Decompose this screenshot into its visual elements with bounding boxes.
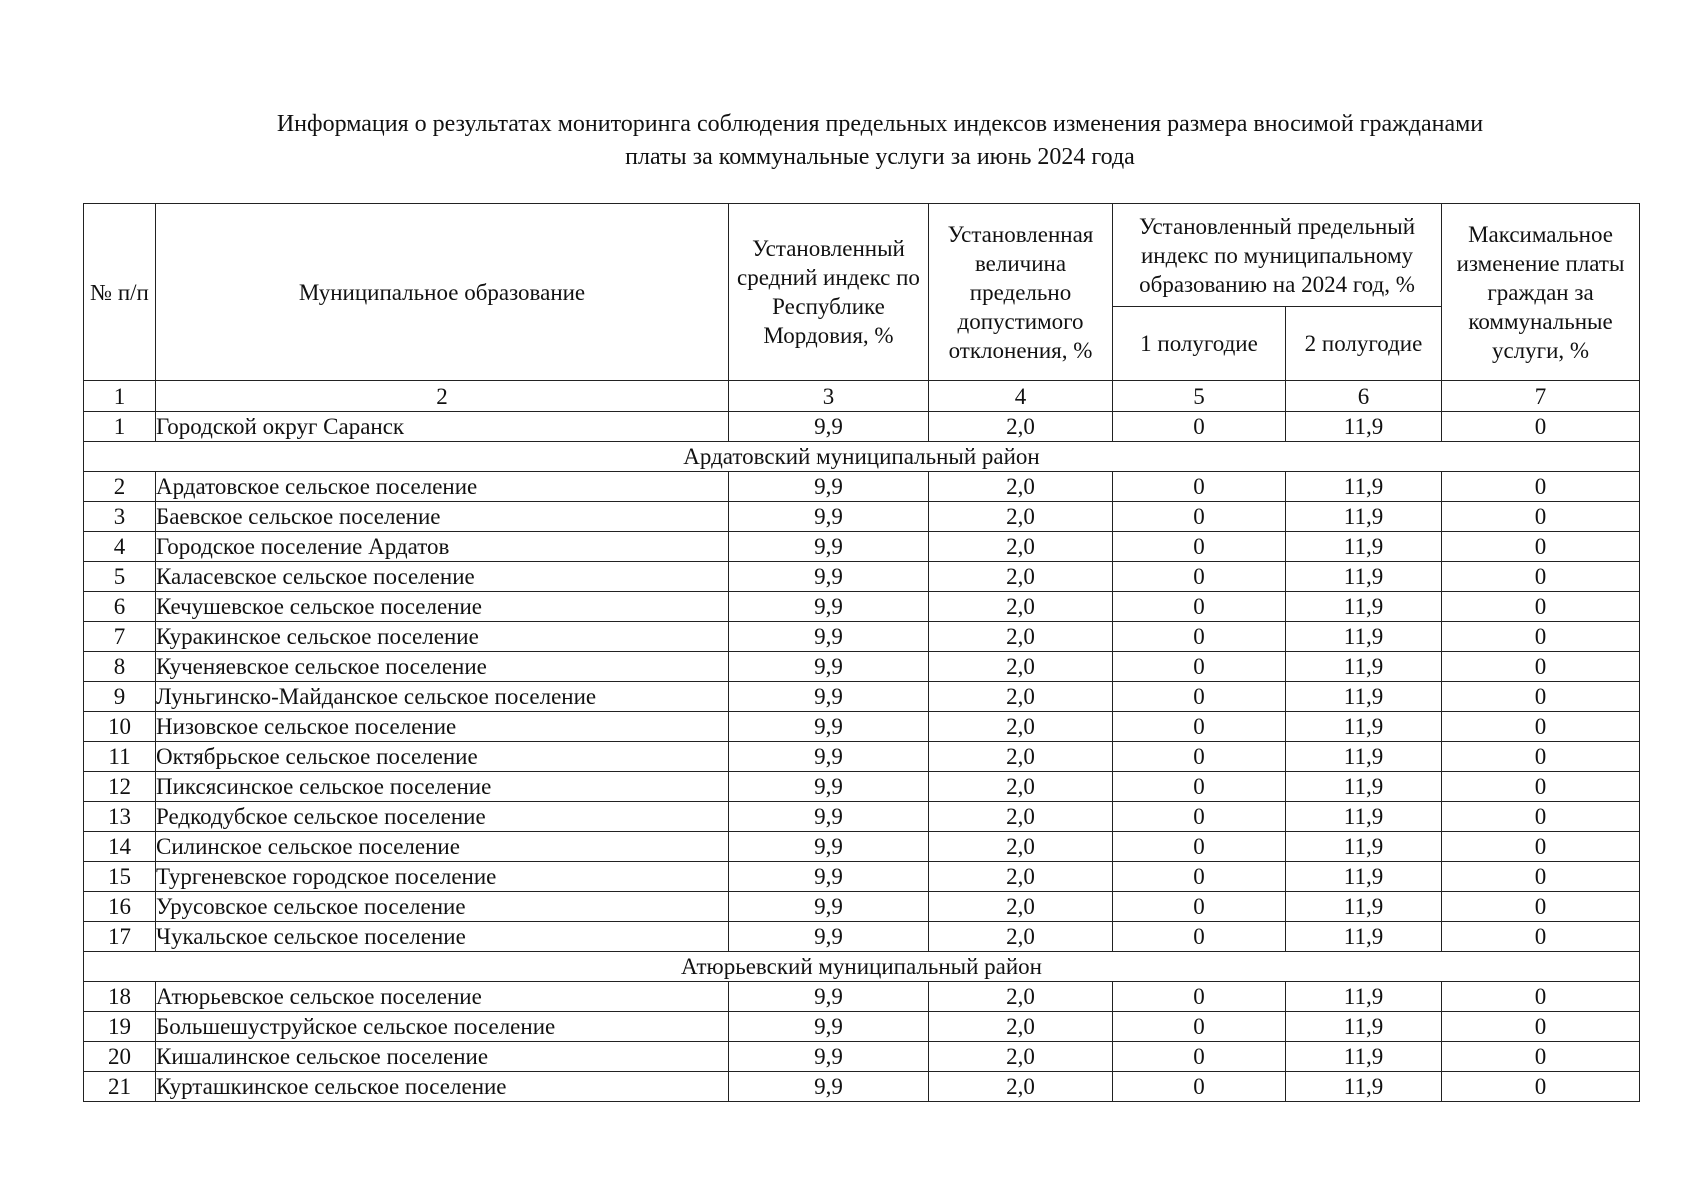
table-row: [84, 562, 1640, 592]
municipality-name: Пиксясинское сельское поселение: [156, 772, 729, 802]
index-half-year-2: 11,9: [1286, 472, 1442, 502]
title-line-2: платы за коммунальные услуги за июнь 2024 года: [625, 144, 1135, 170]
row-number: 6: [84, 592, 156, 622]
header-municipality: Муниципальное образование: [156, 204, 729, 381]
document-title: [100, 108, 1660, 174]
deviation: 2,0: [929, 772, 1113, 802]
max-change: 0: [1442, 1012, 1640, 1042]
row-number: 18: [84, 982, 156, 1012]
column-numbers-row: [84, 381, 1640, 412]
municipality-name: Чукальское сельское поселение: [156, 922, 729, 952]
max-change: 0: [1442, 772, 1640, 802]
index-half-year-1: 0: [1113, 982, 1286, 1012]
deviation: 2,0: [929, 472, 1113, 502]
deviation: 2,0: [929, 1072, 1113, 1102]
index-half-year-2: 11,9: [1286, 682, 1442, 712]
row-number: 16: [84, 892, 156, 922]
column-number: 1: [84, 381, 156, 412]
index-half-year-2: 11,9: [1286, 622, 1442, 652]
table-body: [84, 412, 1640, 1102]
row-number: 21: [84, 1072, 156, 1102]
index-half-year-1: 0: [1113, 502, 1286, 532]
column-number: 2: [156, 381, 729, 412]
municipality-name: Октябрьское сельское поселение: [156, 742, 729, 772]
row-number: 2: [84, 472, 156, 502]
index-half-year-1: 0: [1113, 1012, 1286, 1042]
row-number: 10: [84, 712, 156, 742]
index-half-year-2: 11,9: [1286, 562, 1442, 592]
index-half-year-1: 0: [1113, 622, 1286, 652]
max-change: 0: [1442, 922, 1640, 952]
deviation: 2,0: [929, 832, 1113, 862]
municipality-name: Каласевское сельское поселение: [156, 562, 729, 592]
monitoring-table: [83, 203, 1640, 1102]
index-half-year-1: 0: [1113, 532, 1286, 562]
deviation: 2,0: [929, 802, 1113, 832]
deviation: 2,0: [929, 592, 1113, 622]
index-half-year-1: 0: [1113, 772, 1286, 802]
average-index: 9,9: [729, 622, 929, 652]
max-change: 0: [1442, 892, 1640, 922]
group-row: [84, 952, 1640, 982]
row-number: 19: [84, 1012, 156, 1042]
table-row: [84, 412, 1640, 442]
average-index: 9,9: [729, 1012, 929, 1042]
max-change: 0: [1442, 592, 1640, 622]
row-number: 3: [84, 502, 156, 532]
average-index: 9,9: [729, 832, 929, 862]
index-half-year-2: 11,9: [1286, 412, 1442, 442]
municipality-name: Редкодубское сельское поселение: [156, 802, 729, 832]
table-row: [84, 742, 1640, 772]
index-half-year-1: 0: [1113, 472, 1286, 502]
table-row: [84, 862, 1640, 892]
municipality-name: Городской округ Саранск: [156, 412, 729, 442]
index-half-year-2: 11,9: [1286, 712, 1442, 742]
max-change: 0: [1442, 472, 1640, 502]
table-row: [84, 502, 1640, 532]
column-number: 4: [929, 381, 1113, 412]
row-number: 11: [84, 742, 156, 772]
index-half-year-2: 11,9: [1286, 1072, 1442, 1102]
municipality-name: Курташкинское сельское поселение: [156, 1072, 729, 1102]
average-index: 9,9: [729, 652, 929, 682]
deviation: 2,0: [929, 532, 1113, 562]
municipality-name: Луньгинско-Майданское сельское поселение: [156, 682, 729, 712]
municipality-name: Кишалинское сельское поселение: [156, 1042, 729, 1072]
header-half-year-1: 1 полугодие: [1113, 307, 1286, 381]
index-half-year-1: 0: [1113, 922, 1286, 952]
max-change: 0: [1442, 562, 1640, 592]
index-half-year-2: 11,9: [1286, 892, 1442, 922]
row-number: 20: [84, 1042, 156, 1072]
column-number: 7: [1442, 381, 1640, 412]
max-change: 0: [1442, 502, 1640, 532]
table-row: [84, 592, 1640, 622]
average-index: 9,9: [729, 712, 929, 742]
municipality-name: Большешуструйское сельское поселение: [156, 1012, 729, 1042]
index-half-year-2: 11,9: [1286, 742, 1442, 772]
row-number: 12: [84, 772, 156, 802]
group-label: Атюрьевский муниципальный район: [84, 952, 1640, 982]
deviation: 2,0: [929, 892, 1113, 922]
average-index: 9,9: [729, 502, 929, 532]
average-index: 9,9: [729, 562, 929, 592]
table-row: [84, 802, 1640, 832]
index-half-year-2: 11,9: [1286, 832, 1442, 862]
index-half-year-2: 11,9: [1286, 1042, 1442, 1072]
max-change: 0: [1442, 862, 1640, 892]
deviation: 2,0: [929, 1012, 1113, 1042]
deviation: 2,0: [929, 502, 1113, 532]
municipality-name: Урусовское сельское поселение: [156, 892, 729, 922]
row-number: 8: [84, 652, 156, 682]
index-half-year-1: 0: [1113, 652, 1286, 682]
index-half-year-1: 0: [1113, 592, 1286, 622]
table-row: [84, 652, 1640, 682]
index-half-year-1: 0: [1113, 832, 1286, 862]
max-change: 0: [1442, 832, 1640, 862]
municipality-name: Кученяевское сельское поселение: [156, 652, 729, 682]
municipality-name: Тургеневское городское поселение: [156, 862, 729, 892]
header-deviation: Установленная величина предельно допустимого отклонения, %: [929, 204, 1113, 381]
max-change: 0: [1442, 1072, 1640, 1102]
average-index: 9,9: [729, 802, 929, 832]
deviation: 2,0: [929, 562, 1113, 592]
average-index: 9,9: [729, 982, 929, 1012]
max-change: 0: [1442, 532, 1640, 562]
municipality-name: Куракинское сельское поселение: [156, 622, 729, 652]
deviation: 2,0: [929, 982, 1113, 1012]
title-line-1: Информация о результатах мониторинга соблюдения предельных индексов изменения размера вносимой гражданами: [276, 111, 1484, 137]
table-row: [84, 922, 1640, 952]
max-change: 0: [1442, 802, 1640, 832]
column-number: 6: [1286, 381, 1442, 412]
deviation: 2,0: [929, 712, 1113, 742]
max-change: 0: [1442, 982, 1640, 1012]
group-row: [84, 442, 1640, 472]
header-average-index: Установленный средний индекс по Республике Мордовия, %: [729, 204, 929, 381]
index-half-year-2: 11,9: [1286, 922, 1442, 952]
deviation: 2,0: [929, 922, 1113, 952]
average-index: 9,9: [729, 532, 929, 562]
max-change: 0: [1442, 622, 1640, 652]
header-half-year-2: 2 полугодие: [1286, 307, 1442, 381]
index-half-year-1: 0: [1113, 892, 1286, 922]
municipality-name: Низовское сельское поселение: [156, 712, 729, 742]
municipality-name: Силинское сельское поселение: [156, 832, 729, 862]
index-half-year-2: 11,9: [1286, 772, 1442, 802]
average-index: 9,9: [729, 892, 929, 922]
average-index: 9,9: [729, 472, 929, 502]
table-row: [84, 982, 1640, 1012]
row-number: 13: [84, 802, 156, 832]
index-half-year-1: 0: [1113, 682, 1286, 712]
municipality-name: Ардатовское сельское поселение: [156, 472, 729, 502]
table-row: [84, 832, 1640, 862]
index-half-year-1: 0: [1113, 562, 1286, 592]
average-index: 9,9: [729, 1042, 929, 1072]
municipality-name: Городское поселение Ардатов: [156, 532, 729, 562]
table-row: [84, 1072, 1640, 1102]
deviation: 2,0: [929, 412, 1113, 442]
max-change: 0: [1442, 712, 1640, 742]
row-number: 5: [84, 562, 156, 592]
table-row: [84, 892, 1640, 922]
table-row: [84, 682, 1640, 712]
deviation: 2,0: [929, 652, 1113, 682]
average-index: 9,9: [729, 772, 929, 802]
index-half-year-2: 11,9: [1286, 802, 1442, 832]
index-half-year-1: 0: [1113, 802, 1286, 832]
row-number: 7: [84, 622, 156, 652]
index-half-year-1: 0: [1113, 412, 1286, 442]
index-half-year-2: 11,9: [1286, 1012, 1442, 1042]
deviation: 2,0: [929, 742, 1113, 772]
index-half-year-1: 0: [1113, 1042, 1286, 1072]
row-number: 14: [84, 832, 156, 862]
index-half-year-2: 11,9: [1286, 862, 1442, 892]
index-half-year-2: 11,9: [1286, 532, 1442, 562]
index-half-year-1: 0: [1113, 742, 1286, 772]
row-number: 4: [84, 532, 156, 562]
table-row: [84, 712, 1640, 742]
average-index: 9,9: [729, 862, 929, 892]
table-row: [84, 532, 1640, 562]
index-half-year-1: 0: [1113, 862, 1286, 892]
table-row: [84, 472, 1640, 502]
row-number: 15: [84, 862, 156, 892]
table-row: [84, 1042, 1640, 1072]
row-number: 1: [84, 412, 156, 442]
average-index: 9,9: [729, 592, 929, 622]
index-half-year-2: 11,9: [1286, 652, 1442, 682]
row-number: 9: [84, 682, 156, 712]
index-half-year-1: 0: [1113, 1072, 1286, 1102]
max-change: 0: [1442, 1042, 1640, 1072]
deviation: 2,0: [929, 622, 1113, 652]
header-limit-index-group: Установленный предельный индекс по муниципальному образованию на 2024 год, %: [1113, 204, 1442, 307]
deviation: 2,0: [929, 1042, 1113, 1072]
deviation: 2,0: [929, 682, 1113, 712]
index-half-year-2: 11,9: [1286, 502, 1442, 532]
municipality-name: Баевское сельское поселение: [156, 502, 729, 532]
max-change: 0: [1442, 742, 1640, 772]
column-number: 3: [729, 381, 929, 412]
table-row: [84, 622, 1640, 652]
index-half-year-1: 0: [1113, 712, 1286, 742]
max-change: 0: [1442, 412, 1640, 442]
header-number: № п/п: [84, 204, 156, 381]
average-index: 9,9: [729, 922, 929, 952]
deviation: 2,0: [929, 862, 1113, 892]
average-index: 9,9: [729, 742, 929, 772]
index-half-year-2: 11,9: [1286, 592, 1442, 622]
average-index: 9,9: [729, 1072, 929, 1102]
group-label: Ардатовский муниципальный район: [84, 442, 1640, 472]
municipality-name: Атюрьевское сельское поселение: [156, 982, 729, 1012]
row-number: 17: [84, 922, 156, 952]
max-change: 0: [1442, 682, 1640, 712]
index-half-year-2: 11,9: [1286, 982, 1442, 1012]
header-max-change: Максимальное изменение платы граждан за коммунальные услуги, %: [1442, 204, 1640, 381]
table-row: [84, 772, 1640, 802]
max-change: 0: [1442, 652, 1640, 682]
average-index: 9,9: [729, 412, 929, 442]
average-index: 9,9: [729, 682, 929, 712]
column-number: 5: [1113, 381, 1286, 412]
municipality-name: Кечушевское сельское поселение: [156, 592, 729, 622]
table-row: [84, 1012, 1640, 1042]
